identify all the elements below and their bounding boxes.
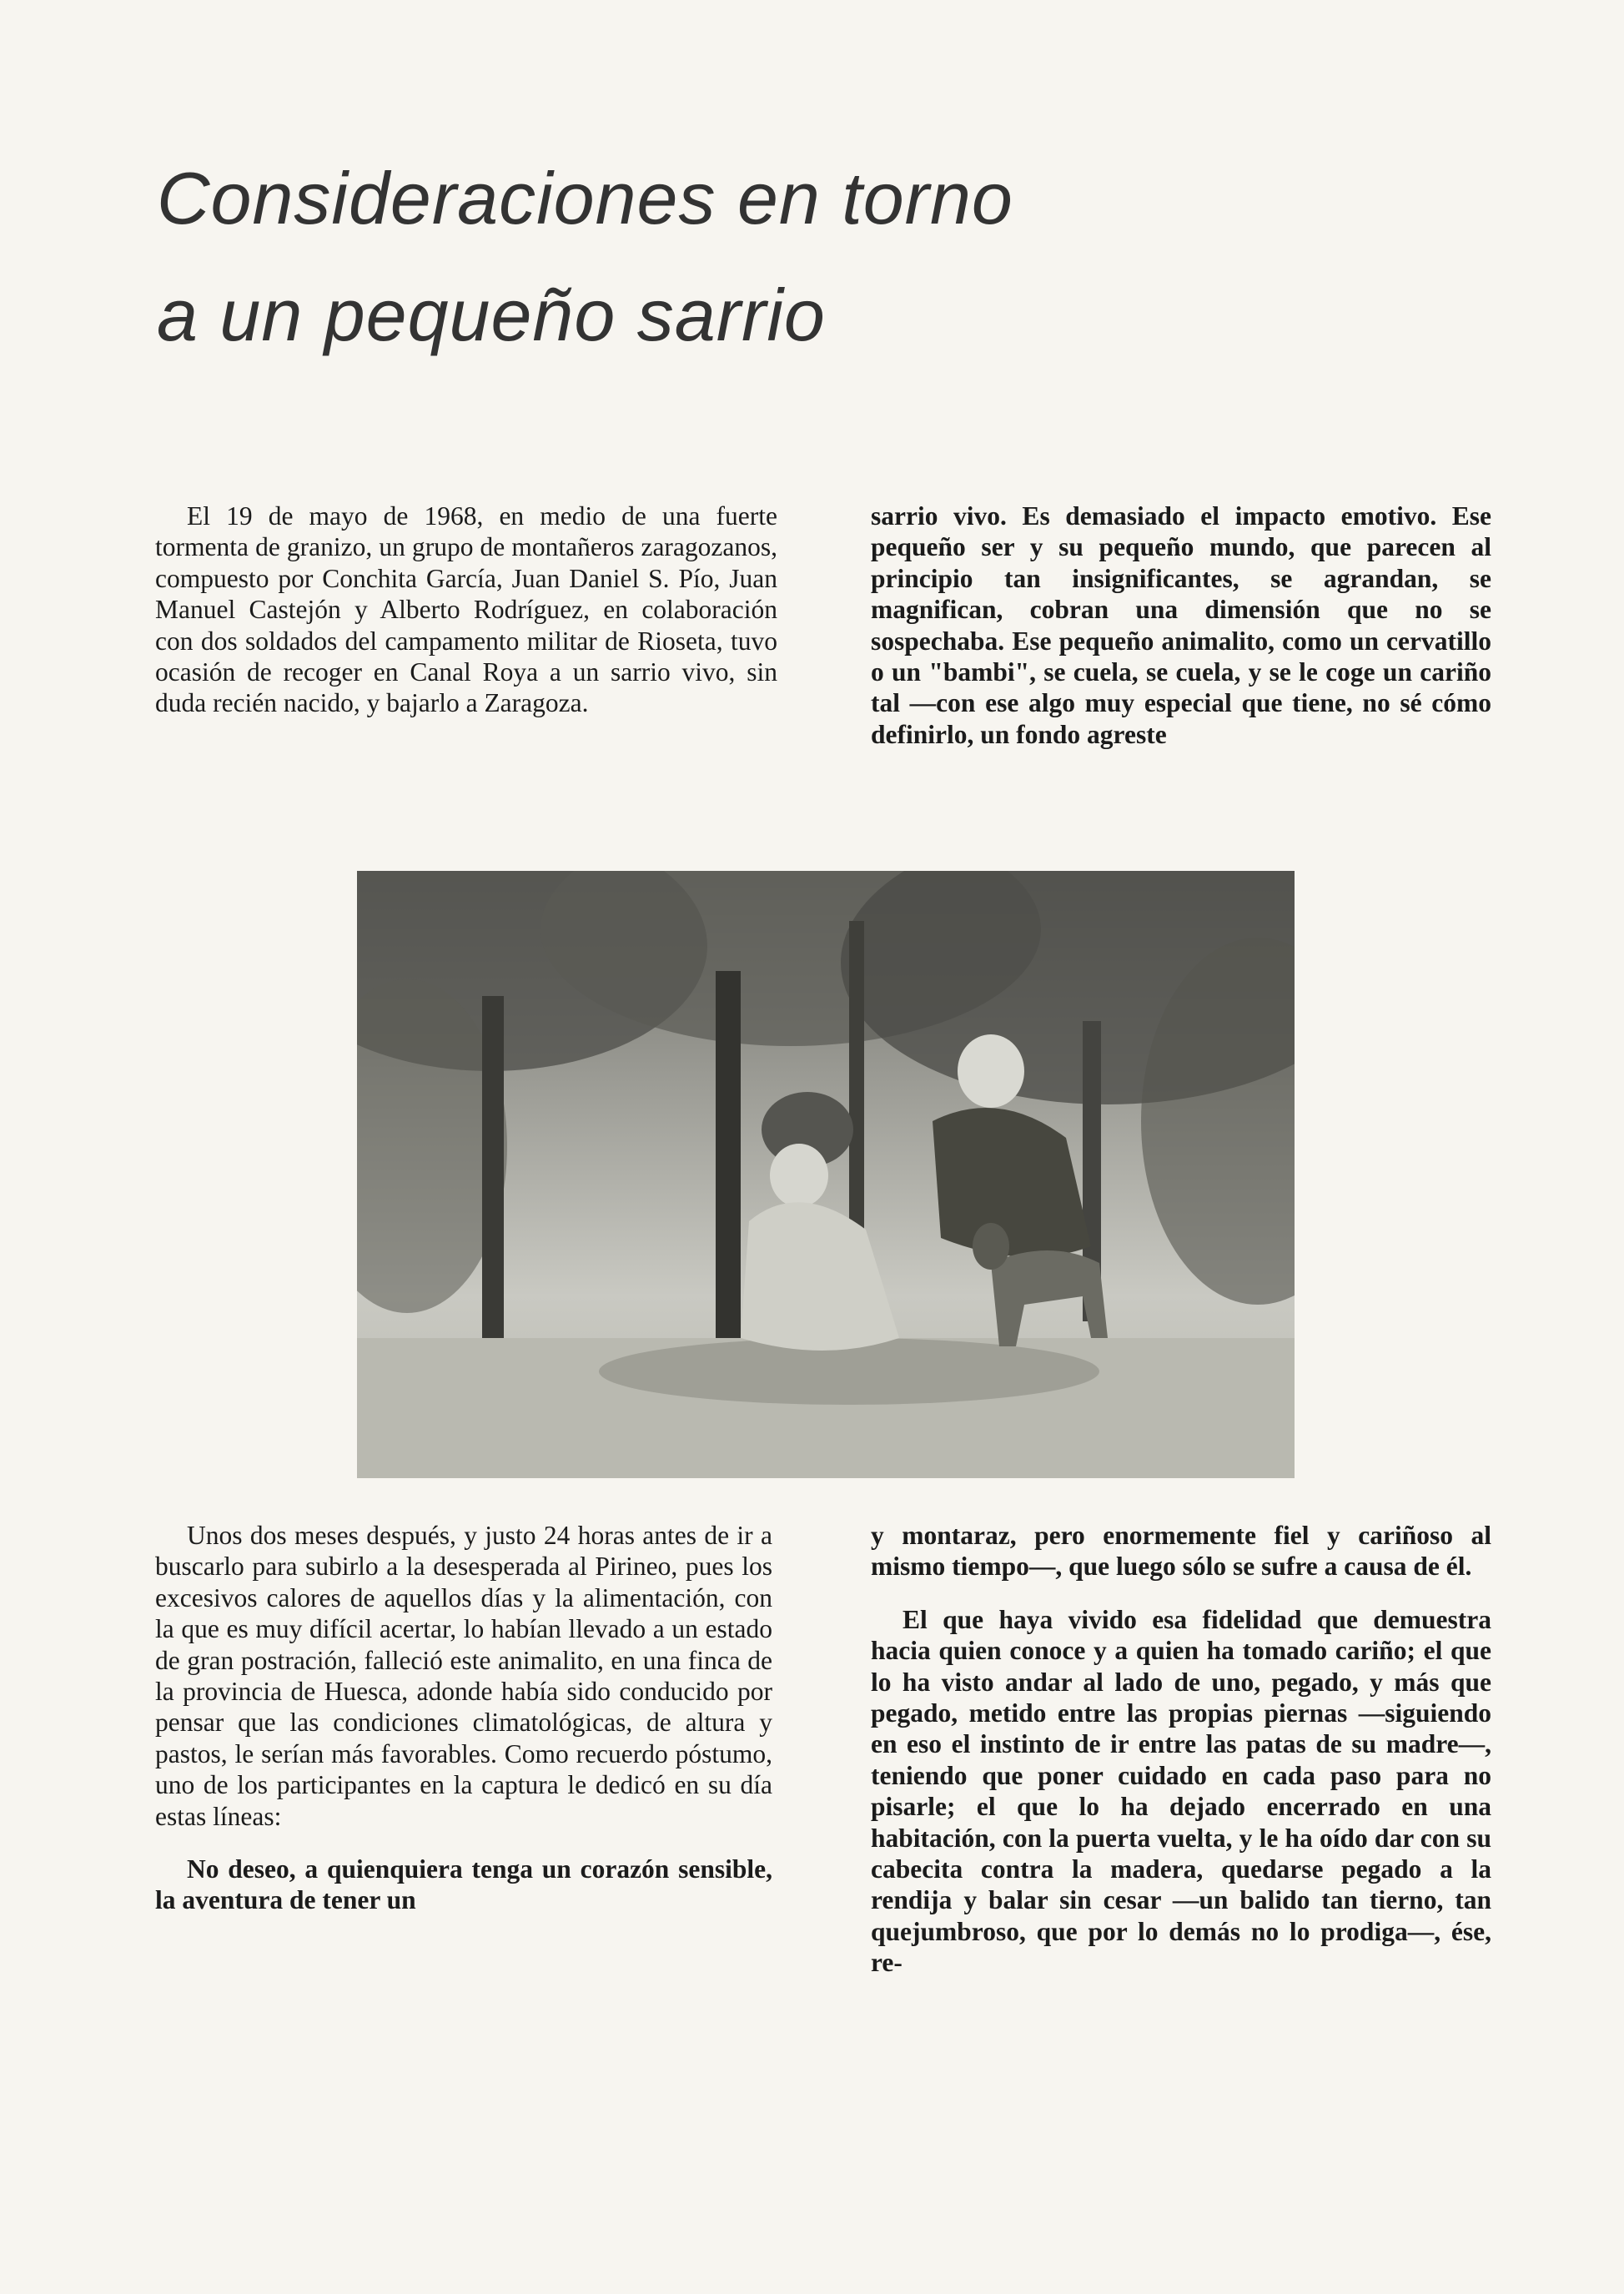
paragraph-fidelity: El que haya vivido esa fidelidad que demuestra hacia quien conoce y a quien ha tomado cariño; el que lo ha visto andar al lado de uno, pegado, y más que pegado, metido entre las propias piernas —siguiendo en eso el instinto de ir entre las patas de su madre—, teniendo que poner cuidado en cada paso para no pisarle; el que lo ha dejado encerrado en una habitación, con la puerta vuelta, y le ha oído dar con su cabecita contra la madera, quedarse pegado a la rendija y balar sin cesar —un balido tan tierno, tan quejumbroso, que por lo demás no lo prodiga—, ése, re- [871, 1604, 1491, 1978]
article-title [157, 140, 1408, 374]
column-1 [155, 501, 777, 719]
paragraph-dedication-start: No deseo, a quienquiera tenga un corazón sensible, la aventura de tener un [155, 1854, 772, 1915]
column-3 [155, 1520, 772, 1916]
column-2 [871, 501, 1491, 750]
paragraph-continuation-2: y montaraz, pero enormemente fiel y cariñoso al mismo tiempo—, que luego sólo se sufre a causa de él. [871, 1521, 1491, 1582]
title-line-1: Consideraciones en torno [157, 157, 1013, 239]
paragraph-death: Unos dos meses después, y justo 24 horas antes de ir a buscarlo para subirlo a la desesperada al Pirineo, pues los excesivos calores de aquellos días y la alimentación, con la que es muy difícil acertar, lo habían llevado a un estado de gran postración, falleció este animalito, en una finca de la provincia de Huesca, adonde había sido conducido por pensar que las condiciones climatológicas, de altura y pastos, le serían más favorables. Como recuerdo póstumo, uno de los participantes en la captura le dedicó en su día estas líneas: [155, 1521, 772, 1831]
paragraph-intro: El 19 de mayo de 1968, en medio de una fuerte tormenta de granizo, un grupo de montañeros zaragozanos, compuesto por Conchita García, Juan Daniel S. Pío, Juan Manuel Castejón y Alberto Rodríguez, en colaboración con dos soldados del campamento militar de Rioseta, tuvo ocasión de recoger en Canal Roya a un sarrio vivo, sin duda recién nacido, y bajarlo a Zaragoza. [155, 501, 777, 718]
article-photo [357, 871, 1295, 1478]
column-4 [871, 1520, 1491, 1979]
title-line-2: a un pequeño sarrio [157, 274, 826, 356]
paragraph-continuation: sarrio vivo. Es demasiado el impacto emotivo. Ese pequeño ser y su pequeño mundo, que parecen al principio tan insignificantes, se agrandan, se magnifican, cobran una dimensión que no se sospechaba. Ese pequeño animalito, como un cervatillo o un "bambi", se cuela, se cuela, y se le coge un cariño tal —con ese algo muy especial que tiene, no sé cómo definirlo, un fondo agreste [871, 501, 1491, 749]
